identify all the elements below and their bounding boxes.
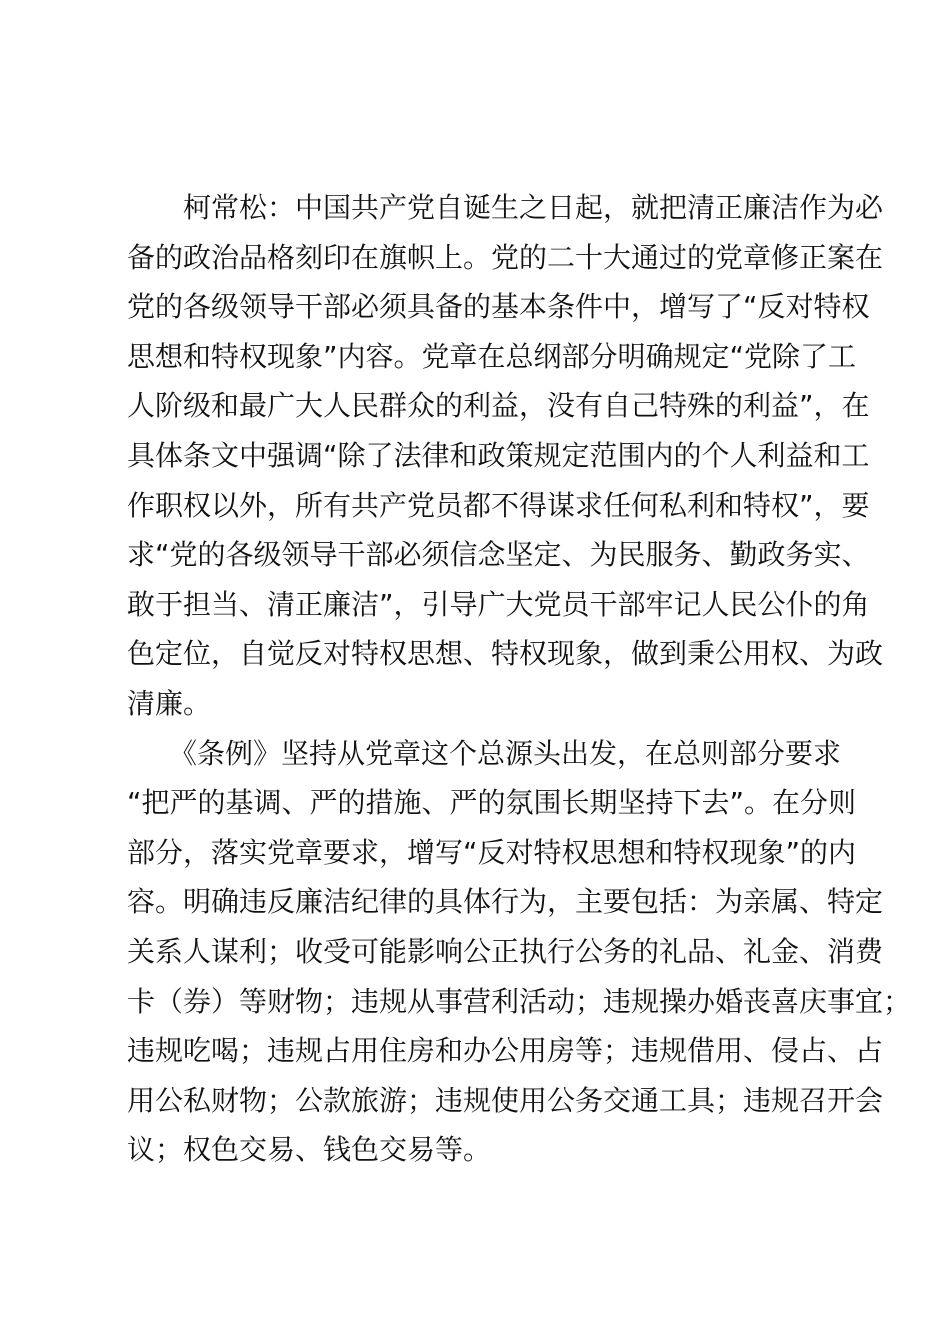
paragraph-2	[127, 729, 912, 1175]
text-line: 备的政治品格刻印在旗帜上。党的二十大通过的党章修正案在	[127, 240, 884, 274]
text-line: 《条例》坚持从党章这个总源头出发，在总则部分要求	[127, 736, 842, 770]
text-line: 党的各级领导干部必须具备的基本条件中，增写了“反对特权	[127, 290, 870, 324]
text-line: 容。明确违反廉洁纪律的具体行为，主要包括：为亲属、特定	[127, 885, 884, 919]
paragraph-1	[127, 183, 884, 729]
text-line: 用公私财物；公款旅游；违规使用公务交通工具；违规召开会	[127, 1083, 884, 1117]
text-line: 卡（券）等财物；违规从事营利活动；违规操办婚丧喜庆事宜；	[127, 984, 912, 1018]
text-line: 思想和特权现象”内容。党章在总纲部分明确规定“党除了工	[127, 339, 857, 373]
text-line: 议；权色交易、钱色交易等。	[127, 1133, 492, 1167]
text-line: 具体条文中强调“除了法律和政策规定范围内的个人利益和工	[127, 438, 870, 472]
text-line: 违规吃喝；违规占用住房和办公用房等；违规借用、侵占、占	[127, 1034, 884, 1068]
text-line: 敢于担当、清正廉洁”，引导广大党员干部牢记人民公仆的角	[127, 587, 870, 621]
text-line: 关系人谋利；收受可能影响公正执行公务的礼品、礼金、消费	[127, 934, 884, 968]
text-line: 求“党的各级领导干部必须信念坚定、为民服务、勤政务实、	[127, 538, 870, 572]
text-line: 部分，落实党章要求，增写“反对特权思想和特权现象”的内	[127, 835, 857, 869]
text-line: 人阶级和最广大人民群众的利益，没有自己特殊的利益”，在	[127, 389, 870, 423]
text-line: 作职权以外，所有共产党员都不得谋求任何私利和特权”，要	[127, 488, 870, 522]
text-line: 色定位，自觉反对特权思想、特权现象，做到秉公用权、为政	[127, 637, 884, 671]
text-line: “把严的基调、严的措施、严的氛围长期坚持下去”。在分则	[127, 786, 857, 820]
text-line: 柯常松：中国共产党自诞生之日起，就把清正廉洁作为必	[127, 191, 884, 224]
document-body	[127, 183, 912, 1175]
text-line: 清廉。	[127, 686, 212, 720]
